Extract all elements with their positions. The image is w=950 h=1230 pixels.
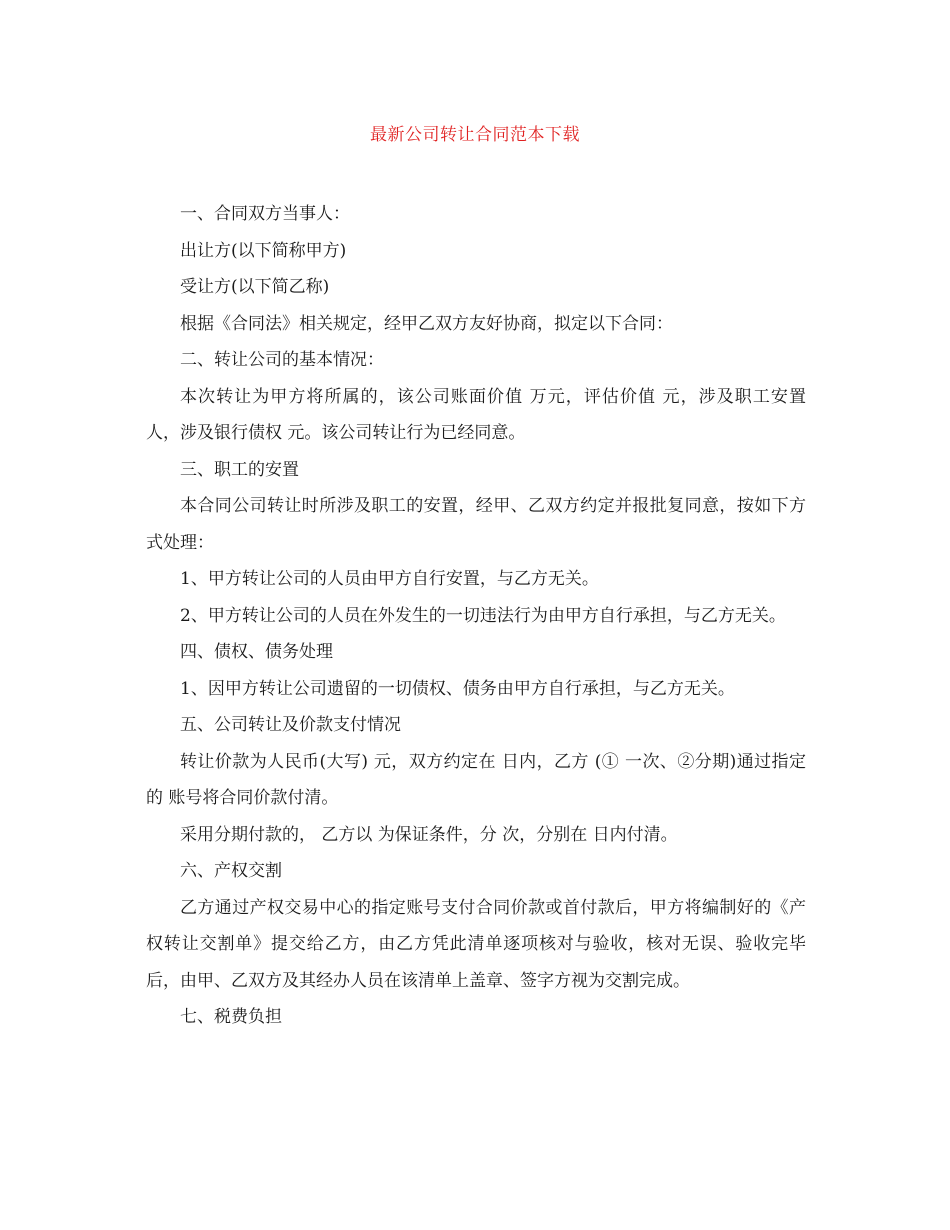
section-heading-company-info: 二、转让公司的基本情况：: [180, 350, 384, 370]
section-heading-debts: 四、债权、债务处理: [180, 642, 333, 662]
section-heading-payment: 五、公司转让及价款支付情况: [180, 715, 401, 735]
paragraph-handover: 乙方通过产权交易中心的指定账号支付合同价款或首付款后，甲方将编制好的《产权转让交割单》提交给乙方，由乙方凭此清单逐项核对与验收，核对无误、验收完毕后，由甲、乙双方及其经办人员在该清单上盖章、签字方视为交割完成。: [146, 897, 806, 991]
paragraph-payment-price: 转让价款为人民币(大写) 元，双方约定在 日内，乙方 (① 一次、②分期)通过指定的 账号将合同价款付清。: [146, 751, 806, 808]
section-heading-taxes: 七、税费负担: [180, 1007, 282, 1027]
document-title: 最新公司转让合同范本下载: [370, 125, 580, 145]
paragraph-company-info: 本次转让为甲方将所属的，该公司账面价值 万元，评估价值 元，涉及职工安置 人，涉及银行债权 元。该公司转让行为已经同意。: [146, 386, 806, 443]
document-body: [146, 196, 806, 1036]
paragraph-transferor: 出让方(以下简称甲方): [180, 240, 347, 261]
paragraph-debts-item-1: 1、因甲方转让公司遗留的一切债权、债务由甲方自行承担，与乙方无关。: [180, 678, 735, 699]
section-heading-handover: 六、产权交割: [180, 861, 282, 881]
paragraph-payment-installments: 采用分期付款的， 乙方以 为保证条件，分 次，分别在 日内付清。: [180, 824, 678, 845]
section-heading-parties: 一、合同双方当事人：: [180, 204, 350, 224]
paragraph-staff-intro: 本合同公司转让时所涉及职工的安置，经甲、乙双方约定并报批复同意，按如下方式处理：: [146, 496, 806, 553]
paragraph-staff-item-1: 1、甲方转让公司的人员由甲方自行安置，与乙方无关。: [180, 569, 599, 589]
section-heading-staff: 三、职工的安置: [180, 459, 299, 480]
paragraph-basis: 根据《合同法》相关规定，经甲乙双方友好协商，拟定以下合同：: [180, 313, 673, 334]
paragraph-transferee: 受让方(以下简乙称): [180, 277, 330, 297]
paragraph-staff-item-2: 2、甲方转让公司的人员在外发生的一切违法行为由甲方自行承担，与乙方无关。: [180, 605, 786, 626]
